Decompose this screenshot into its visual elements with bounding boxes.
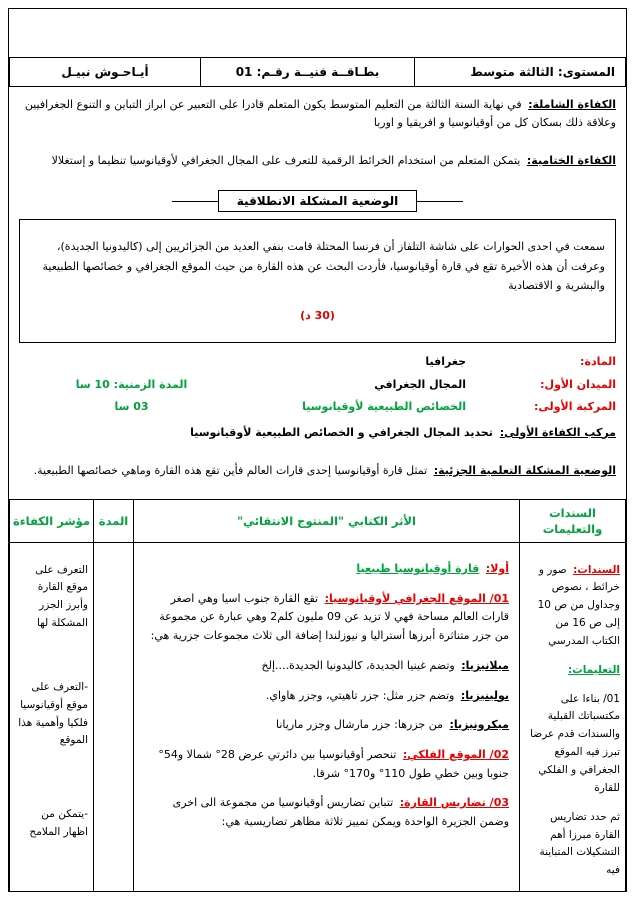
instruction-1: 01/ بناءا على مكتسباتك القبلية والسندات قدم عرضا تبرز فيه الموقع الجغرافي و الفلكي للقارة	[530, 692, 620, 794]
document-page	[8, 8, 627, 892]
start-situation-text: سمعت في احدى الحوارات على شاشة التلفاز أن فرنسا المحتلة قامت بنفي العديد من الجزائريين إلى (كاليدونيا الجديدة)، وعرفت أن هذه الأخيرة تقع في قارة أوقيانوسيا، فأردت البحث عن هذه القارة من حيث الموقع الجغرافي و خصائصها الطبيعية والبشرية و الاقتصادية	[42, 240, 605, 292]
time-label: المدة الزمنية: 10 سا	[75, 377, 188, 391]
astro-location-label: 02/ الموقع الفلكي:	[402, 747, 509, 761]
header-table	[9, 57, 626, 87]
competence-component	[9, 424, 626, 442]
final-competence-label: الكفاءة الختامية:	[526, 154, 616, 168]
supports-paragraph	[525, 562, 620, 651]
melanesia-label: ميلانيزيا:	[461, 658, 509, 672]
component-value: الخصائص الطبيعية لأوقيانوسيا	[302, 400, 466, 414]
instructions-heading	[525, 662, 620, 680]
start-situation-title-row	[9, 190, 626, 212]
micronesia-label: ميكرونيزيا:	[449, 718, 509, 732]
supports-text: صور و خرائط ، نصوص وجداول من ص 10 إلى ص 16 من الكتاب المدرسي	[537, 563, 620, 647]
partial-situation-text: تمثل قارة أوقيانوسيا إحدى قارات العالم فأين تقع هذه القارة وماهي خصائصها الطبيعية.	[33, 463, 428, 477]
geo-location-label: 01/ الموقع الجغرافي لأوقيانوسيا:	[324, 591, 509, 605]
header-row	[10, 58, 626, 87]
field-value: المجال الجغرافي	[374, 377, 466, 391]
written-trace-cell	[134, 543, 520, 892]
lesson-table	[9, 499, 626, 892]
written-title-label: أولا:	[485, 562, 509, 576]
geo-location-text: تقع القارة جنوب اسيا وهي اصغر قارات العالم مساحة فهي لا تزيد عن 09 مليون كلم2 وهي عبارة عن مجموعة من جزر متناثرة أبرزها أستراليا و نيوزلندا إضافة الى ثلاث مجموعات جزرية هي:	[150, 591, 509, 643]
micronesia-text: من جزرها: جزر مارشال وجزر ماريانا	[276, 718, 443, 732]
partial-situation	[9, 462, 626, 480]
final-competence-text: يتمكن المتعلم من استخدام الخرائط الرقمية للتعرف على المجال الجغرافي لأوقيانوسيا تنظيما و إستغلالا	[51, 154, 521, 168]
lesson-table-header-row	[10, 499, 626, 542]
competence-component-label: مركب الكفاءة الأولى:	[499, 425, 616, 439]
written-trace-header: الأثر الكتابي "المنتوج الانتقائي"	[134, 499, 520, 542]
field-label: الميدان الأول:	[540, 377, 616, 391]
astro-location-paragraph	[144, 746, 509, 783]
indicator-item-3: -يتمكن من اظهار الملامح	[29, 808, 88, 839]
subject-row	[9, 354, 626, 369]
component-row	[9, 399, 626, 414]
competence-component-text: تحديد المجال الجغرافي و الخصائص الطبيعية لأوقيانوسيا	[190, 425, 493, 439]
supports-header: السندات والتعليمات	[520, 499, 626, 542]
instructions-label: التعليمات:	[567, 663, 620, 676]
terrain-paragraph	[144, 794, 509, 831]
global-competence-text: في نهاية السنة الثالثة من التعليم المتوسط يكون المتعلم قادرا على التعبير عن ابراز التباين و التنوع الجغرافيين وعلاقة ذلك بسكان كل من أوقيانوسيا و افريقيا و اوربا	[24, 98, 616, 130]
duration-header: المدة	[94, 499, 134, 542]
supports-cell	[520, 543, 626, 892]
indicator-item-2: -التعرف على موقع أوقيانوسيا فلكيا وأهمية هذا الموقع	[18, 680, 88, 747]
subject-value: جغرافيا	[425, 355, 466, 369]
teacher-name-text: أيـاحـوش نبيـل	[61, 65, 149, 79]
card-title-text: بطـاقــة فنيــة رقـم: 01	[235, 65, 380, 79]
subject-label: المادة:	[580, 355, 616, 369]
melanesia-text: وتضم غينيا الجديدة، كاليدونيا الجديدة....إلخ	[261, 658, 455, 672]
lesson-table-body-row	[10, 543, 626, 892]
terrain-text: تتباين تضاريس أوقيانوسيا من مجموعة الى اخرى وضمن الجزيرة الواحدة ويمكن تمييز ثلاثة مظاهر تضاريسية هي:	[172, 796, 509, 828]
teacher-cell	[10, 58, 201, 87]
supports-label: السندات:	[573, 563, 620, 576]
global-competence	[9, 96, 626, 132]
decorative-line	[417, 201, 463, 202]
card-title-cell	[201, 58, 415, 87]
component-time: 03 سا	[114, 400, 149, 414]
indicator-header: مؤشر الكفاءة	[10, 499, 94, 542]
start-situation-title: الوضعية المشكلة الانطلاقية	[218, 190, 417, 212]
start-situation-duration: (30 د)	[300, 309, 335, 323]
polynesia-line	[144, 687, 509, 706]
component-label: المركبة الأولى:	[534, 400, 616, 414]
polynesia-text: وتضم جزر مثل: جزر تاهيتي، وجزر هاواي.	[265, 688, 455, 702]
level-cell	[415, 58, 626, 87]
decorative-line	[172, 201, 218, 202]
duration-cell	[94, 543, 134, 892]
indicator-item-1: التعرف على موقع القارة وأبرز الجزر المشكلة لها	[35, 563, 88, 630]
final-competence	[9, 152, 626, 170]
global-competence-label: الكفاءة الشاملة:	[528, 98, 616, 111]
indicator-cell	[10, 543, 94, 892]
polynesia-label: بولينيزيا:	[460, 688, 509, 702]
written-title	[144, 560, 509, 579]
micronesia-line	[144, 716, 509, 735]
start-situation-box	[19, 219, 616, 343]
melanesia-line	[144, 657, 509, 676]
geo-location-paragraph	[144, 590, 509, 646]
written-title-text: قارة أوقيانوسيا طبيعيا	[356, 562, 480, 576]
level-text: المستوى: الثالثة متوسط	[470, 65, 615, 79]
partial-situation-label: الوضعية المشكلة التعلمية الجزئية:	[433, 463, 616, 477]
astro-location-text: تنحصر أوقيانوسيا بين دائرتي عرض 28° شمالا و54° جنوبا وبين خطي طول 110° و170° شرقا.	[158, 747, 509, 780]
instruction-2: ثم حدد تضاريس القارة مبرزا أهم التشكيلات المتباينة فيه	[539, 810, 620, 877]
field-row	[9, 377, 626, 392]
terrain-label: 03/ تضاريس القارة:	[399, 796, 509, 810]
